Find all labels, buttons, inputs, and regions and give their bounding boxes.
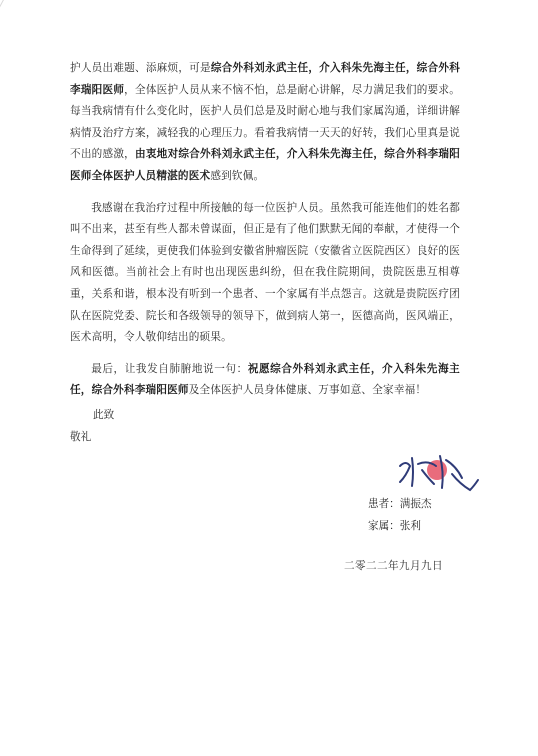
paragraph-3 [70, 359, 460, 402]
p1-text-a: 护人员出难题、添麻烦，可是 [70, 62, 211, 74]
p3-text-b: 祝愿综合外科刘永武主任，介入科朱先海主任，综合外科李瑞阳医师 [70, 362, 460, 397]
p1-text-c: ，全体医护人员从来不恼不怕，总是耐心讲解，尽力满足我们的要求。每当我病情有什么变化时，医护人员们总是及时耐心地与我们家属沟通，详细讲解病情及治疗方案，减轻我的心理压力。看着我病情一天天的好转，我们心里真是说不出的感激， [70, 83, 460, 161]
letter-body [70, 58, 460, 412]
paragraph-2: 我感谢在我治疗过程中所接触的每一位医护人员。虽然我可能连他们的姓名都叫不出来，甚至有些人都未曾谋面，但正是有了他们默默无闻的奉献，才使得一个生命得到了延续，更使我们体验到安徽省肿瘤医院（安徽省立医院西区）良好的医风和医德。当前社会上有时也出现医患纠纷，但在我住院期间，贵院医患互相尊重，关系和谐，根本没有听到一个患者、一个家属有半点怨言。这就是贵院医疗团队在医院党委、院长和各级领导的领导下，做到病人第一，医德高尚，医风端正，医术高明，令人敬仰结出的硕果。 [70, 201, 460, 344]
family-line: 家属：张利 [368, 520, 421, 532]
patient-line: 患者：满振杰 [368, 498, 432, 510]
paragraph-1 [70, 58, 460, 188]
page-fold-mark [0, 0, 42, 93]
p1-text-d: 由衷地对综合外科刘永武主任，介入科朱先海主任，综合外科李瑞阳医师全体医护人员精湛的医术 [70, 148, 461, 182]
handwritten-signature [392, 448, 482, 498]
p1-text-e: 感到钦佩。 [210, 169, 265, 182]
letter-date: 二零二二年九月九日 [344, 560, 443, 572]
closing-salutation-2: 敬礼 [70, 431, 92, 443]
p3-text-a: 最后，让我发自肺腑地说一句： [91, 362, 248, 375]
p1-text-b: 综合外科刘永武主任，介入科朱先海主任，综合外科李瑞阳医师 [70, 62, 460, 96]
p3-text-c: 及全体医护人员身体健康、万事如意、全家幸福！ [188, 384, 427, 397]
closing-salutation-1: 此致 [93, 409, 115, 421]
